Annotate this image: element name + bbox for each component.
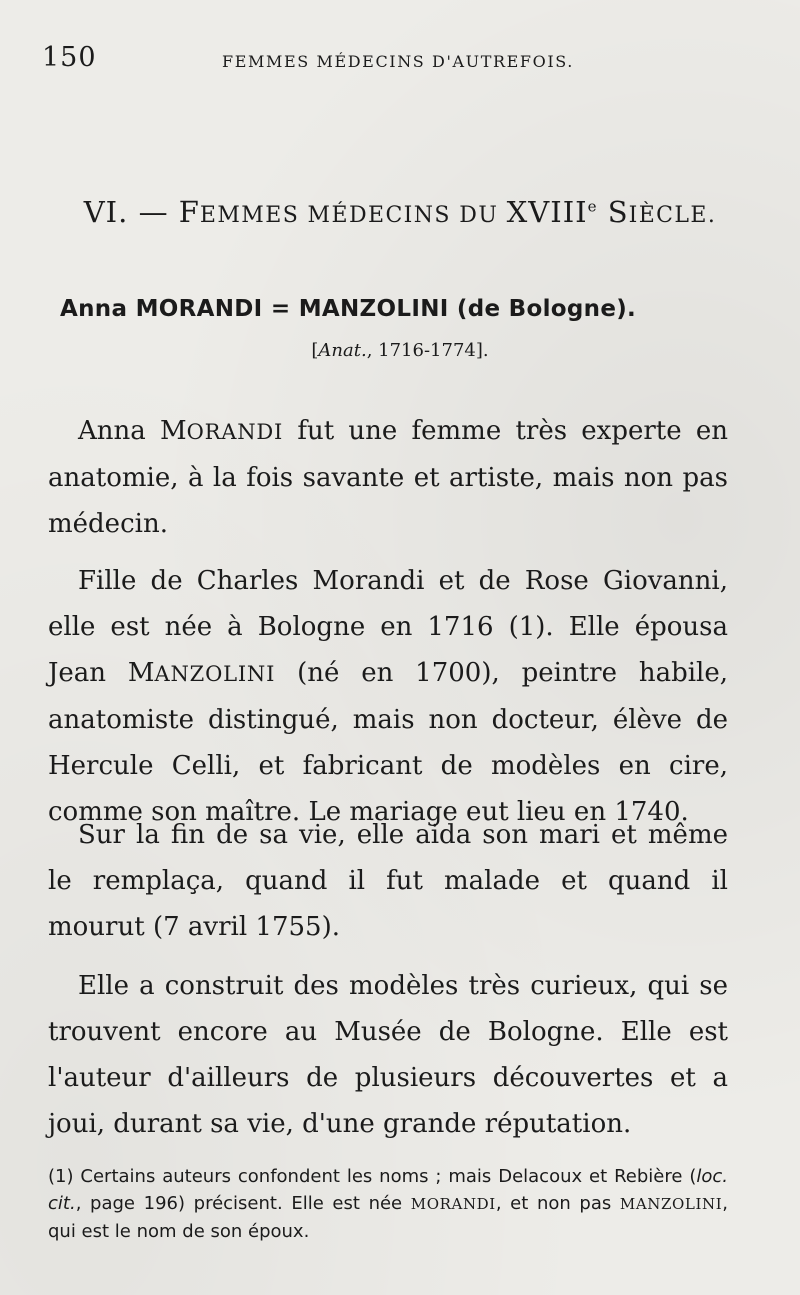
footnote-end: , qui est le nom de son époux. bbox=[48, 1193, 728, 1242]
paragraph-2-end: (né en 1700), peintre habile, anatomiste distingué, mais non docteur, élève de Hercule Celli, et fabricant de modèles en cire, comme son maître. Le mariage eut lieu en 1740. bbox=[48, 658, 728, 827]
name-morandi-rest: ORANDI bbox=[186, 420, 284, 444]
paragraph-3: Sur la fin de sa vie, elle aida son mari et même le remplaça, quand il fut malade et quand il mourut (7 avril 1755). bbox=[48, 820, 728, 942]
paragraph-4: Elle a construit des modèles très curieux, qui se trouvent encore au Musée de Bologne. Elle est l'auteur d'ailleurs de plusieurs découvertes et a joui, durant sa vie, d'une grande réputation. bbox=[48, 971, 728, 1139]
footnote-middle-2: , et non pas bbox=[495, 1193, 620, 1214]
paragraph-1-end: fut une femme très experte en anatomie, à la fois savante et artiste, mais non pas médecin. bbox=[48, 416, 728, 539]
name-manzolini-rest: ANZOLINI bbox=[154, 662, 276, 686]
footnote-reference: loc. cit. bbox=[48, 1166, 728, 1214]
section-space bbox=[598, 195, 608, 229]
section-word-rest: IÈCLE. bbox=[628, 203, 717, 228]
entry-name: Anna MORANDI = MANZOLINI (de Bologne). bbox=[60, 296, 637, 322]
paragraph-2 bbox=[48, 558, 728, 835]
section-heading bbox=[0, 195, 800, 229]
footnote-middle: , page 196) précisent. Elle est née bbox=[75, 1193, 411, 1214]
footnote-name-morandi: MORANDI bbox=[410, 1195, 496, 1213]
running-title: FEMMES MÉDECINS D'AUTREFOIS. bbox=[222, 52, 574, 71]
section-word-initial: F bbox=[178, 195, 200, 229]
section-century-superscript: e bbox=[587, 197, 598, 216]
entry-meta-dates: , 1716-1774]. bbox=[366, 340, 489, 361]
page-header bbox=[42, 42, 742, 78]
paragraph-4-block bbox=[48, 963, 728, 1147]
entry-meta bbox=[0, 340, 800, 361]
section-words: EMMES MÉDECINS DU bbox=[199, 203, 507, 228]
paragraph-1-start: Anna bbox=[78, 416, 160, 446]
footnote bbox=[48, 1163, 728, 1245]
name-morandi-initial: M bbox=[160, 416, 187, 446]
page-number: 150 bbox=[42, 42, 97, 73]
paragraph-3-block bbox=[48, 812, 728, 950]
paragraph-2-block bbox=[48, 558, 728, 835]
entry-meta-bracket: [ bbox=[311, 340, 319, 361]
section-prefix: VI. — bbox=[83, 195, 179, 229]
paragraph-1-block bbox=[48, 408, 728, 547]
entry-meta-field: Anat. bbox=[318, 340, 367, 361]
name-manzolini-initial: M bbox=[127, 658, 155, 688]
section-word-initial-2: S bbox=[607, 195, 629, 229]
footnote-start: (1) Certains auteurs confondent les noms ; mais Delacoux et Rebière ( bbox=[48, 1166, 697, 1187]
footnote-name-manzolini: MANZOLINI bbox=[619, 1195, 723, 1213]
section-century: XVIII bbox=[506, 195, 588, 229]
paragraph-1 bbox=[48, 408, 728, 547]
paragraph-2-start: Fille de Charles Morandi et de Rose Giovanni, elle est née à Bologne en 1716 (1). Elle épousa Jean bbox=[48, 566, 728, 688]
